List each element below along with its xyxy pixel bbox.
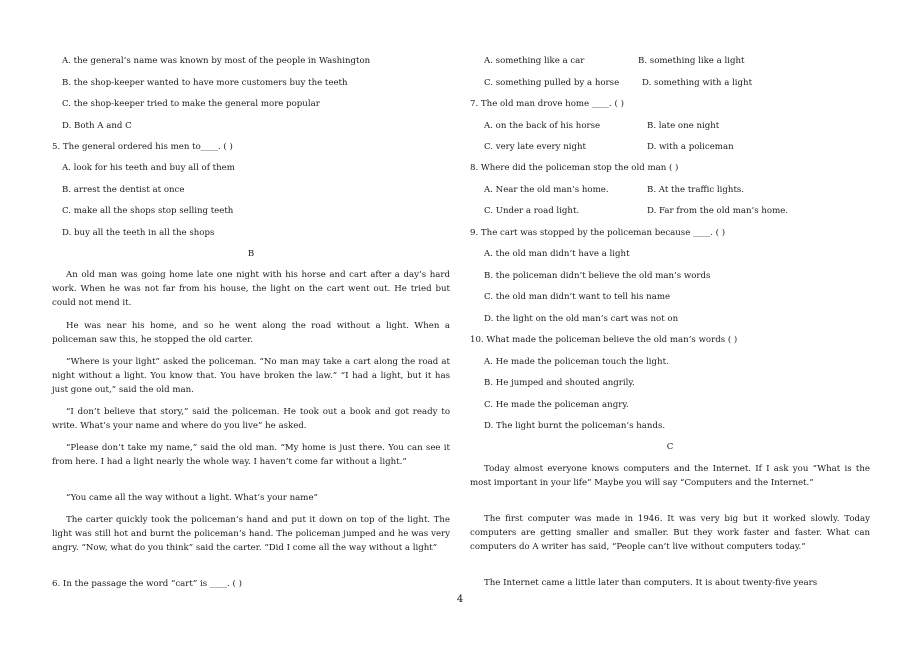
option-a: A. the old man didn’t have a light — [484, 249, 630, 259]
passage-paragraph: “You came all the way without a light. What’s your name” — [66, 493, 318, 503]
option-c: C. something pulled by a horse — [484, 78, 620, 88]
option-b: B. He jumped and shouted angrily. — [484, 378, 635, 388]
passage-paragraph: The Internet came a little later than computers. It is about twenty-five years — [484, 578, 818, 588]
page-number: 4 — [456, 594, 464, 605]
option-d: D. The light burnt the policeman’s hands. — [484, 421, 666, 431]
option-c: C. the old man didn’t want to tell his name — [484, 292, 671, 302]
option-b: B. At the traffic lights. — [647, 185, 745, 195]
option-d: D. the light on the old man’s cart was not on — [484, 314, 679, 324]
passage-paragraph: An old man was going home late one night with his horse and cart after a day’s hard work. When he was not far from his house, the light on the cart went out. He tried but could not mend it. — [52, 270, 450, 308]
option-a: A. the general’s name was known by most of the people in Washington — [62, 56, 371, 66]
option-b: B. arrest the dentist at once — [62, 185, 185, 195]
passage-paragraph: The first computer was made in 1946. It was very big but it worked slowly. Today computers are getting smaller and smaller. But they work faster and faster. What can computers do A writer has said, “People can’t live without computers today.” — [470, 514, 870, 552]
option-a: A. something like a car — [484, 56, 585, 66]
passage-paragraph: The carter quickly took the policeman’s hand and put it down on top of the light. The light was still hot and burnt the policeman’s hand. The policeman jumped and he was very angry. “Now, what do you think” said the carter. “Did I come all the way without a light” — [52, 515, 450, 553]
question-5: 5. The general ordered his men to____. ( ) — [52, 142, 233, 152]
question-9: 9. The cart was stopped by the policeman because ____. ( ) — [470, 228, 726, 238]
option-c: C. Under a road light. — [484, 206, 580, 216]
section-heading-b: B — [247, 249, 255, 259]
option-b: B. the policeman didn’t believe the old man’s words — [484, 271, 711, 281]
option-a: A. on the back of his horse — [484, 121, 601, 131]
passage-paragraph: “Please don’t take my name,” said the old man. “My home is just there. You can see it from here. I had a light nearly the whole way. I haven’t come far without a light.” — [52, 443, 450, 467]
option-c: C. He made the policeman angry. — [484, 400, 629, 410]
option-b: B. something like a light — [638, 56, 745, 66]
option-d: D. Far from the old man’s home. — [647, 206, 789, 216]
option-c: C. the shop-keeper tried to make the general more popular — [62, 99, 320, 109]
section-heading-c: C — [666, 442, 674, 452]
option-b: B. late one night — [647, 121, 720, 131]
option-c: C. very late every night — [484, 142, 587, 152]
passage-paragraph: He was near his home, and so he went along the road without a light. When a policeman saw this, he stopped the old carter. — [52, 321, 450, 345]
option-d: D. Both A and C — [62, 121, 132, 131]
option-a: A. look for his teeth and buy all of them — [62, 163, 235, 173]
passage-paragraph: “Where is your light” asked the policeman. “No man may take a cart along the road at night without a light. You know that. You have broken the law.” “I had a light, but it has just gone out,” said the old man. — [52, 357, 450, 395]
question-6: 6. In the passage the word “cart” is ____. ( ) — [52, 579, 242, 589]
question-7: 7. The old man drove home ____. ( ) — [470, 99, 624, 109]
option-d: D. something with a light — [642, 78, 753, 88]
option-c: C. make all the shops stop selling teeth — [62, 206, 234, 216]
passage-paragraph: Today almost everyone knows computers and the Internet. If I ask you “What is the most important in your life” Maybe you will say “Computers and the Internet.” — [470, 464, 870, 488]
option-d: D. with a policeman — [647, 142, 734, 152]
question-10: 10. What made the policeman believe the old man’s words ( ) — [470, 335, 738, 345]
passage-paragraph: “I don’t believe that story,” said the policeman. He took out a book and got ready to write. What’s your name and where do you live” he asked. — [52, 407, 450, 431]
option-b: B. the shop-keeper wanted to have more customers buy the teeth — [62, 78, 348, 88]
option-a: A. Near the old man’s home. — [484, 185, 609, 195]
question-8: 8. Where did the policeman stop the old man ( ) — [470, 163, 679, 173]
option-a: A. He made the policeman touch the light. — [484, 357, 669, 367]
option-d: D. buy all the teeth in all the shops — [62, 228, 215, 238]
